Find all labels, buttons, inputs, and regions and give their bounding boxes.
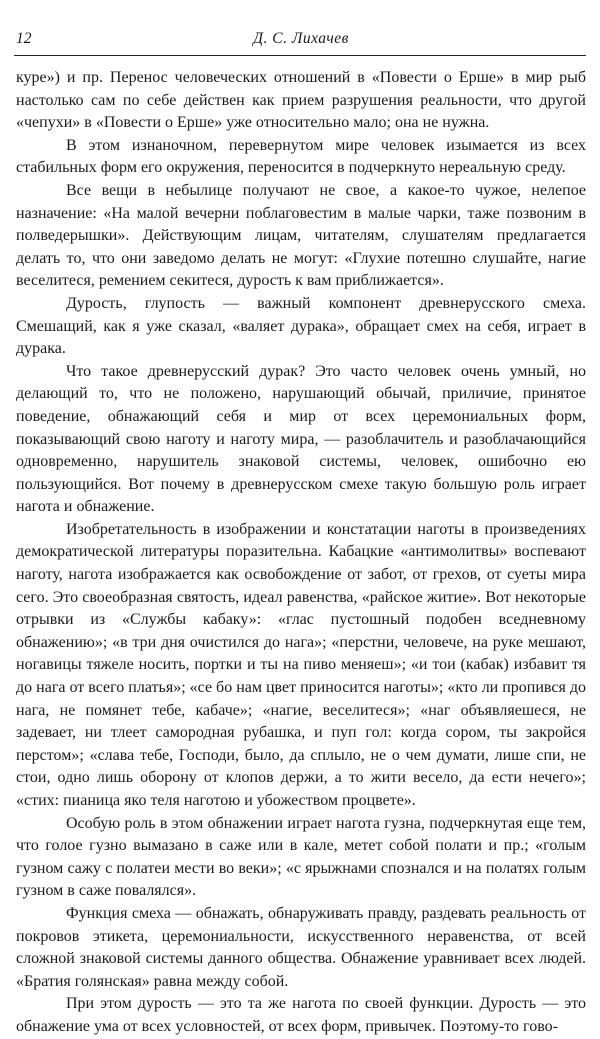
paragraph: При этом дурость — это та же нагота по своей функции. Дурость — это обнажение ума от всех условностей, от всех форм, привычек. Поэтому-то гово- (16, 995, 586, 1035)
running-head-author: Д. С. Лихачев (253, 30, 349, 47)
paragraph: Что такое древнерусский дурак? Это часто человек очень умный, но делающий то, что не положено, нарушающий обычай, приличие, принятое поведение, обнажающий себя и мир от всех церемониальных форм, показывающий свою наготу и наготу мира, — разоблачитель и разоблачающийся одновременно, нарушитель знаковой системы, человек, ошибочно ею пользующийся. Вот почему в древнерусском смехе такую большую роль играет нагота и обнажение. (16, 362, 586, 516)
paragraph: Дурость, глупость — важный компонент древнерусского смеха. Смешащий, как я уже сказал, «валяет дурака», обращает смех на себя, играет в дурака. (16, 294, 586, 358)
paragraph: Изобретательность в изображении и констатации наготы в произведениях демократической литературы поразительна. Кабацкие «антимолитвы» воспевают наготу, нагота изображается как освобождение от забот, от грехов, от суеты мира сего. Это своеобразная святость, идеал равенства, «райское житие». Вот некоторые отрывки из «Службы кабаку»: «глас пустошный подобен вседневному обнажению»; «в три дня очистился до нага»; «перстни, человече, на руке мешают, ногавицы тяжеле носить, портки и ты на пиво меняеш»; «и тои (кабак) избавит тя до нага от всего платья»; «се бо нам цвет приносится наготы»; «кто ли пропився до нага, не помянет тебе, кабаче»; «нагие, веселитеся»; «наг объявляешеся, не задевает, ни тлеет самородная рубашка, и пуп гол: когда сором, ты закройся перстом»; «слава тебе, Господи, было, да сплыло, не о чем думати, лише спи, не стои, одно лишь оборону от клопов держи, а то жити весело, да ести нечего»; «стих: пианица яко теля наготою и убожеством процвете». (16, 520, 586, 809)
paragraph: Все вещи в небылице получают не свое, а какое-то чужое, нелепое назначение: «На малой вечерни поблаговестим в малые чарки, таже позвоним в полведерышки». Действующим лицам, читателям, слушателям предлагается делать то, что они заведомо делать не могут: «Глухие потешно слушайте, нагие веселитеся, ремением секитеся, дурость к вам приближается». (16, 181, 586, 290)
paragraph: В этом изнаночном, перевернутом мире человек изымается из всех стабильных форм его окружения, переносится в подчеркнуто нереальную среду. (16, 136, 586, 177)
header-rule (14, 55, 586, 56)
paragraph-continued: куре») и пр. Перенос человеческих отношений в «Повести о Ерше» в мир рыб настолько сам по себе действен как прием разрушения реальности, что другой «чепухи» в «Повести о Ерше» уже относительно мало; она не нужна. (16, 69, 586, 132)
body-text (16, 67, 586, 1039)
page-number: 12 (16, 30, 32, 47)
paragraph: Функция смеха — обнажать, обнаруживать правду, раздевать реальность от покровов этикета, церемониальности, искусственного неравенства, от всей сложной знаковой системы данного общества. Обнажение уравнивает всех людей. «Братия голянская» равна между собой. (16, 904, 586, 990)
paragraph: Особую роль в этом обнажении играет нагота гузна, подчеркнутая еще тем, что голое гузно вымазано в саже или в кале, метет собой полати и пр.; «голым гузном сажу с полатеи мести во веки»; «с ярыжнами спознался и на полатях голым гузном в саже повалялся». (16, 814, 586, 900)
running-head (16, 30, 586, 54)
